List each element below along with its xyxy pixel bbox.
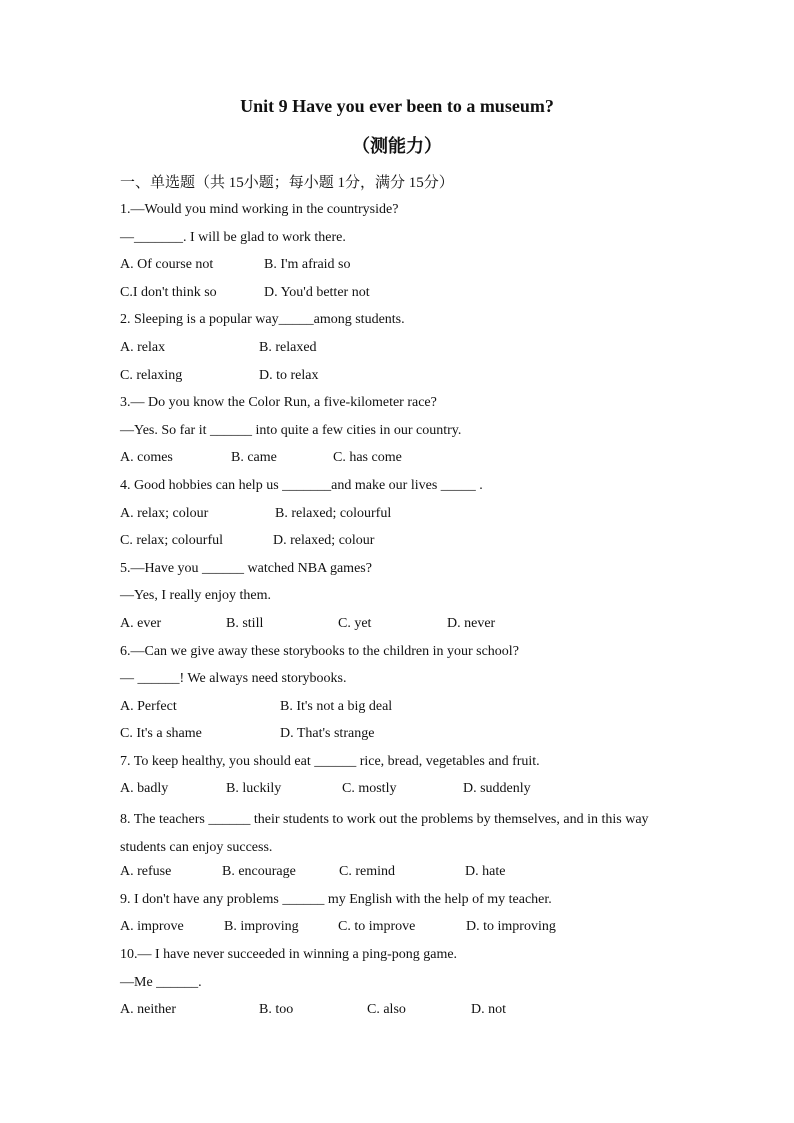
option-c[interactable]: C. also — [367, 1002, 406, 1018]
option-a[interactable]: A. improve — [120, 919, 184, 935]
option-c[interactable]: C. to improve — [338, 919, 416, 935]
option-b[interactable]: B. relaxed; colourful — [275, 505, 392, 521]
option-a[interactable]: A. refuse — [120, 864, 172, 880]
option-c[interactable]: C. yet — [338, 615, 372, 631]
question-stem: —Yes, I really enjoy them. — [120, 588, 271, 604]
option-d[interactable]: D. You'd better not — [264, 284, 370, 300]
question-stem: 2. Sleeping is a popular way_____among students. — [120, 312, 405, 328]
question-list — [120, 199, 680, 1027]
question-stem: —_______. I will be glad to work there. — [120, 229, 346, 245]
option-row — [120, 365, 680, 393]
option-row — [120, 999, 680, 1027]
option-d[interactable]: D. to relax — [259, 367, 319, 383]
option-c[interactable]: C. relax; colourful — [120, 533, 224, 549]
document-title: Unit 9 Have you ever been to a museum? — [240, 96, 554, 116]
option-d[interactable]: D. suddenly — [463, 781, 531, 797]
option-d[interactable]: D. That's strange — [280, 726, 375, 742]
option-c[interactable]: C.I don't think so — [120, 284, 217, 300]
option-b[interactable]: B. luckily — [226, 781, 282, 797]
option-row — [120, 723, 680, 751]
option-row — [120, 613, 680, 641]
option-b[interactable]: B. too — [259, 1002, 294, 1018]
option-a[interactable]: A. Perfect — [120, 698, 177, 714]
option-row — [120, 861, 680, 889]
option-b[interactable]: B. relaxed — [259, 339, 317, 355]
question-10 — [120, 944, 680, 1027]
option-row — [120, 530, 680, 558]
option-a[interactable]: A. Of course not — [120, 257, 214, 273]
option-b[interactable]: B. still — [226, 615, 264, 631]
question-stem: 6.—Can we give away these storybooks to the children in your school? — [120, 643, 519, 659]
option-row — [120, 778, 680, 806]
question-3 — [120, 392, 680, 475]
option-c[interactable]: C. has come — [333, 450, 402, 466]
option-a[interactable]: A. relax; colour — [120, 505, 209, 521]
option-d[interactable]: D. to improving — [466, 919, 556, 935]
question-7 — [120, 751, 680, 806]
option-row — [120, 916, 680, 944]
question-stem: 5.—Have you ______ watched NBA games? — [120, 560, 372, 576]
question-6 — [120, 641, 680, 751]
question-stem: —Yes. So far it ______ into quite a few cities in our country. — [120, 422, 462, 438]
option-a[interactable]: A. badly — [120, 781, 169, 797]
question-stem: 7. To keep healthy, you should eat ______ rice, bread, vegetables and fruit. — [120, 753, 540, 769]
option-c[interactable]: C. mostly — [342, 781, 397, 797]
question-5 — [120, 558, 680, 641]
option-row — [120, 282, 680, 310]
option-a[interactable]: A. comes — [120, 450, 173, 466]
option-row — [120, 503, 680, 531]
question-stem: 10.— I have never succeeded in winning a ping-pong game. — [120, 947, 458, 963]
question-stem: 9. I don't have any problems ______ my English with the help of my teacher. — [120, 891, 552, 907]
question-stem: 3.— Do you know the Color Run, a five-kilometer race? — [120, 395, 437, 411]
document-subtitle: （测能力） — [352, 136, 442, 156]
question-stem: 1.—Would you mind working in the countryside? — [120, 202, 399, 217]
option-c[interactable]: C. It's a shame — [120, 726, 202, 742]
question-stem: —Me ______. — [120, 974, 202, 990]
option-a[interactable]: A. neither — [120, 1002, 176, 1018]
option-row — [120, 337, 680, 365]
option-b[interactable]: B. came — [231, 450, 277, 466]
question-stem: 8. The teachers ______ their students to work out the problems by themselves, and in this way students can enjoy success. — [120, 812, 649, 855]
option-d[interactable]: D. hate — [465, 864, 506, 880]
option-a[interactable]: A. ever — [120, 615, 162, 631]
option-c[interactable]: C. remind — [339, 864, 395, 880]
question-4 — [120, 475, 680, 558]
option-d[interactable]: D. relaxed; colour — [273, 533, 375, 549]
option-c[interactable]: C. relaxing — [120, 367, 183, 383]
option-b[interactable]: B. improving — [224, 919, 299, 935]
section-heading: 一、单选题（共 15小题；每小题 1分，满分 15分） — [120, 175, 454, 191]
option-d[interactable]: D. not — [471, 1002, 506, 1018]
option-b[interactable]: B. encourage — [222, 864, 296, 880]
question-stem: — ______! We always need storybooks. — [120, 671, 347, 687]
option-row — [120, 696, 680, 724]
question-9 — [120, 889, 680, 944]
question-stem: 4. Good hobbies can help us _______and make our lives _____ . — [120, 477, 483, 493]
option-a[interactable]: A. relax — [120, 339, 166, 355]
option-d[interactable]: D. never — [447, 615, 496, 631]
question-1 — [120, 199, 680, 309]
option-b[interactable]: B. It's not a big deal — [280, 698, 393, 714]
option-row — [120, 447, 680, 475]
question-8 — [120, 806, 680, 889]
question-2 — [120, 309, 680, 392]
option-b[interactable]: B. I'm afraid so — [264, 257, 351, 273]
option-row — [120, 254, 680, 282]
